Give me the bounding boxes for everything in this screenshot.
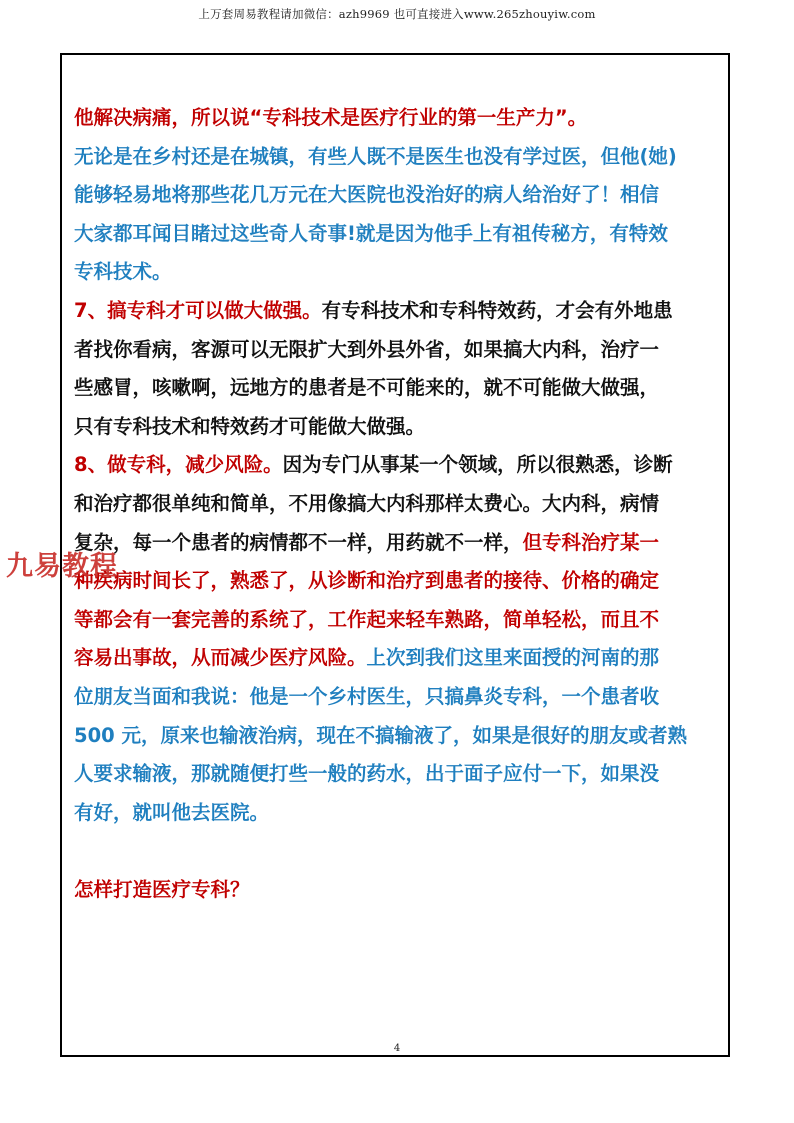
paragraph-text: 有专科技术和专科特效药，才会有外地患	[321, 298, 673, 322]
paragraph-text: 但专科治疗某一	[522, 530, 660, 554]
paragraph-line	[74, 639, 724, 678]
paragraph-line	[74, 292, 724, 331]
paragraph-text: 因为专门从事某一个领域，所以很熟悉，诊断	[282, 453, 673, 477]
paragraph-text: 容易出事故，从而减少医疗风险。	[74, 646, 367, 670]
paragraph-line: 者找你看病，客源可以无限扩大到外县外省，如果搞大内科，治疗一	[74, 337, 660, 361]
paragraph-line: 人要求输液，那就随便打些一般的药水，出于面子应付一下，如果没	[74, 762, 660, 786]
paragraph-line: 无论是在乡村还是在城镇，有些人既不是医生也没有学过医，但他(她)	[74, 144, 677, 168]
page-header: 上万套周易教程请加微信：azh9969 也可直接进入www.265zhouyiw.com	[198, 7, 596, 21]
paragraph-line: 等都会有一套完善的系统了，工作起来轻车熟路，简单轻松，而且不	[74, 607, 660, 631]
paragraph-line: 些感冒，咳嗽啊，远地方的患者是不可能来的，就不可能做大做强，	[74, 376, 660, 400]
section-heading-8: 8、做专科，减少风险。	[74, 453, 283, 477]
paragraph-line: 大家都耳闻目睹过这些奇人奇事!就是因为他手上有祖传秘方，有特效	[74, 221, 668, 245]
paragraph-line	[74, 446, 724, 485]
paragraph-text: 上次到我们这里来面授的河南的那	[366, 646, 660, 670]
paragraph-text: 复杂，每一个患者的病情都不一样，用药就不一样，	[74, 530, 523, 554]
paragraph-line: 只有专科技术和特效药才可能做大做强。	[74, 414, 426, 438]
paragraph-line: 500 元，原来也输液治病，现在不搞输液了，如果是很好的朋友或者熟	[74, 723, 687, 747]
watermark-logo: 九易教程	[6, 551, 118, 582]
paragraph-line: 能够轻易地将那些花几万元在大医院也没治好的病人给治好了！相信	[74, 183, 660, 207]
document-body	[74, 99, 724, 909]
paragraph-gap	[74, 832, 724, 871]
section-heading: 怎样打造医疗专科？	[74, 877, 250, 901]
paragraph-line: 有好，就叫他去医院。	[74, 800, 270, 824]
section-heading-7: 7、搞专科才可以做大做强。	[74, 298, 322, 322]
paragraph-line: 他解决病痛，所以说“专科技术是医疗行业的第一生产力”。	[74, 106, 588, 129]
paragraph-line: 位朋友当面和我说：他是一个乡村医生，只搞鼻炎专科，一个患者收	[74, 684, 660, 708]
paragraph-line	[74, 524, 724, 563]
paragraph-line: 专科技术。	[74, 260, 172, 284]
paragraph-line: 和治疗都很单纯和简单，不用像搞大内科那样太费心。大内科，病情	[74, 491, 660, 515]
paragraph-line: 种疾病时间长了，熟悉了，从诊断和治疗到患者的接待、价格的确定	[74, 569, 660, 593]
page-number: 4	[393, 1043, 401, 1054]
